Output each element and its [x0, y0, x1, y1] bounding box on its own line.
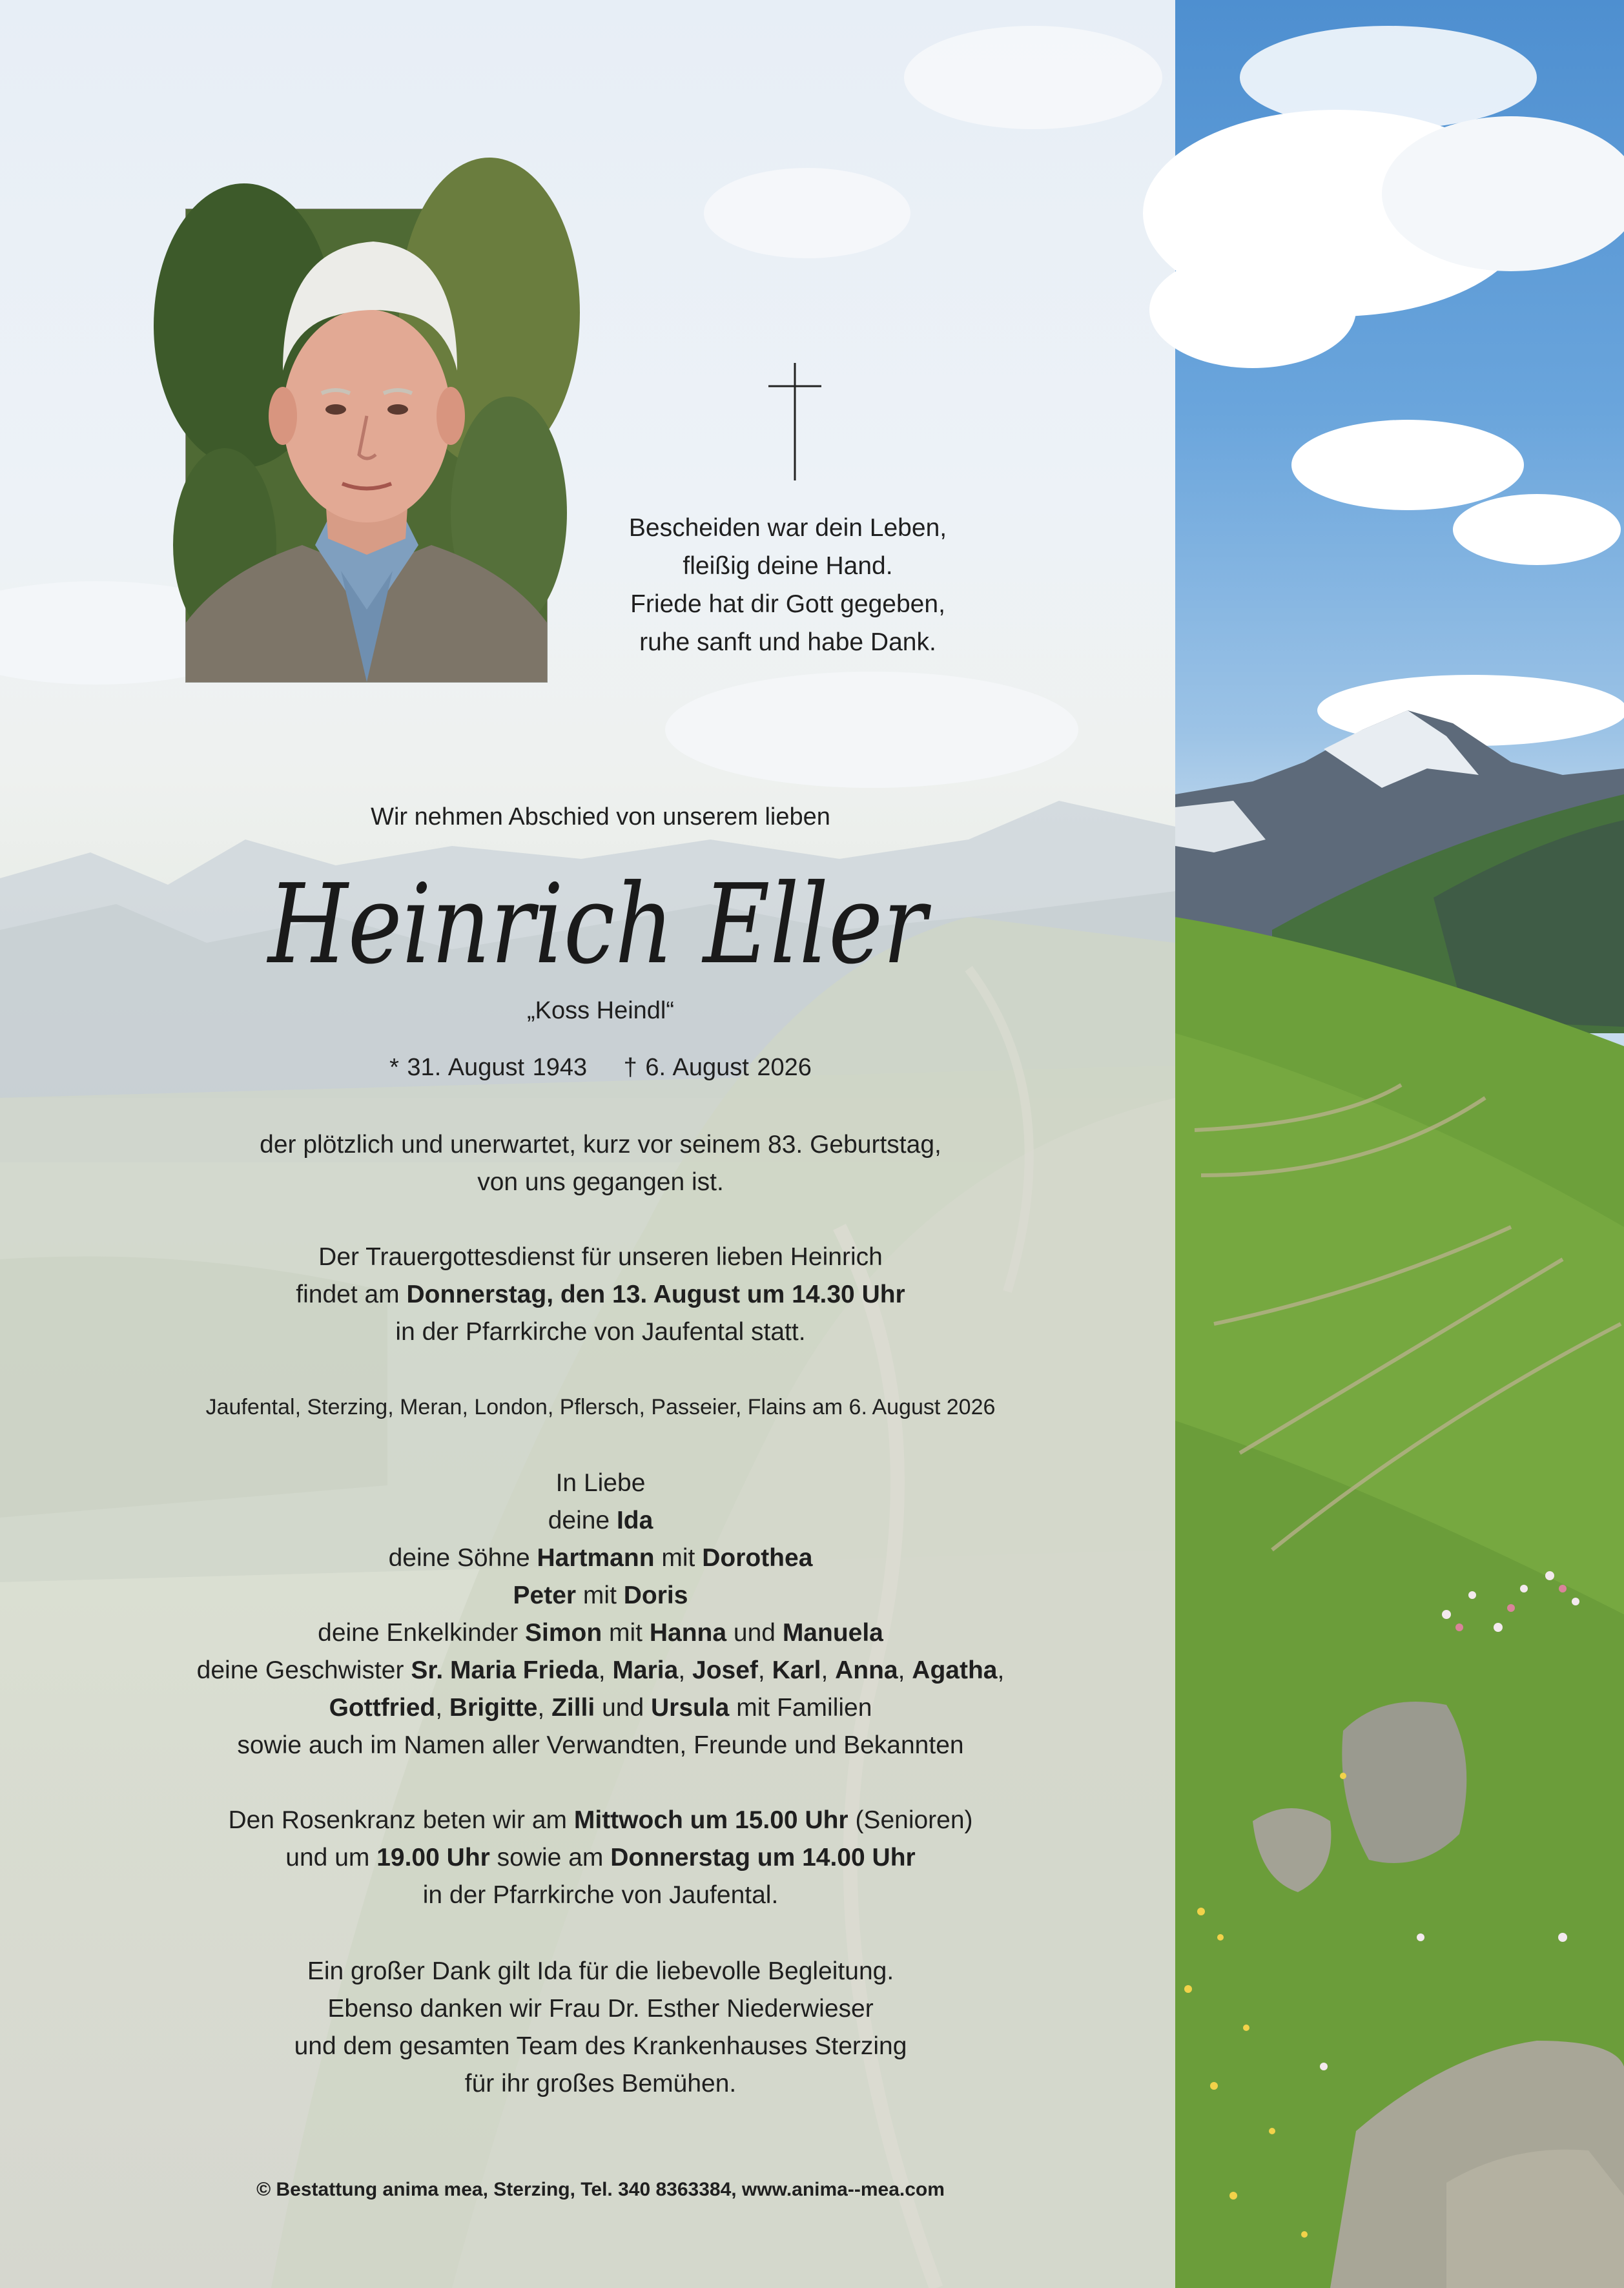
cross-icon	[768, 363, 821, 480]
mourner-line: sowie auch im Namen aller Verwandten, Freunde und Bekannten	[237, 1731, 964, 1759]
farewell-intro: Wir nehmen Abschied von unserem lieben	[371, 803, 830, 830]
mourner-name: Dorothea	[702, 1544, 813, 1572]
mourner-name: Anna	[835, 1656, 898, 1684]
life-dates	[310, 1054, 891, 1082]
thanks-line: Ebenso danken wir Frau Dr. Esther Niederwieser	[327, 1995, 874, 2023]
verse-line: ruhe sanft und habe Dank.	[639, 628, 936, 656]
mourner-name: Brigitte	[449, 1694, 538, 1722]
mourner-line: deine Söhne Hartmann mit Dorothea	[388, 1544, 813, 1572]
mourner-name: Peter	[513, 1582, 577, 1609]
mourner-name: Josef	[692, 1656, 758, 1684]
mourner-line: deine Ida	[548, 1507, 653, 1534]
thanks-text	[116, 1953, 1085, 2103]
passing-text	[116, 1126, 1085, 1201]
funeral-line: Der Trauergottesdienst für unseren lieben Heinrich	[318, 1243, 883, 1271]
verse-line: Bescheiden war dein Leben,	[628, 514, 947, 542]
death-date: † 6. August 2026	[623, 1054, 812, 1081]
mourner-name: Agatha	[912, 1656, 998, 1684]
mourner-line: Peter mit Doris	[513, 1582, 688, 1609]
portrait-photo	[185, 209, 548, 683]
portrait-image	[186, 209, 547, 682]
rosary-announcement	[116, 1802, 1085, 1914]
passing-line: von uns gegangen ist.	[477, 1168, 724, 1196]
thanks-line: und dem gesamten Team des Krankenhauses Sterzing	[294, 2032, 907, 2060]
rosary-time: 19.00 Uhr	[376, 1844, 490, 1871]
mourner-name: Karl	[772, 1656, 821, 1684]
rosary-time: Mittwoch um 15.00 Uhr	[573, 1806, 848, 1834]
rosary-line: und um 19.00 Uhr sowie am Donnerstag um 14.00 Uhr	[285, 1844, 916, 1871]
mourner-line: Gottfried, Brigitte, Zilli und Ursula mit Familien	[329, 1694, 872, 1722]
verse-line: Friede hat dir Gott gegeben,	[630, 590, 945, 618]
funeral-line: in der Pfarrkirche von Jaufental statt.	[395, 1318, 806, 1346]
mourner-name: Hartmann	[537, 1544, 655, 1572]
mountain-landscape-image	[1175, 0, 1624, 2288]
mourner-name: Gottfried	[329, 1694, 436, 1722]
rosary-time: Donnerstag um 14.00 Uhr	[610, 1844, 916, 1871]
verse-line: fleißig deine Hand.	[683, 552, 893, 580]
mourner-name: Simon	[525, 1619, 602, 1647]
thanks-line: Ein großer Dank gilt Ida für die liebevolle Begleitung.	[307, 1957, 894, 1985]
passing-line: der plötzlich und unerwartet, kurz vor seinem 83. Geburtstag,	[260, 1131, 941, 1159]
mourner-line: deine Geschwister Sr. Maria Frieda, Maria, Josef, Karl, Anna, Agatha,	[196, 1656, 1005, 1684]
mourner-name: Maria	[612, 1656, 679, 1684]
thanks-line: für ihr großes Bemühen.	[464, 2070, 737, 2097]
mourner-name: Zilli	[551, 1694, 595, 1722]
birth-date: * 31. August 1943	[389, 1054, 588, 1081]
mourner-line: deine Enkelkinder Simon mit Hanna und Manuela	[318, 1619, 883, 1647]
places-and-date: Jaufental, Sterzing, Meran, London, Pflersch, Passeier, Flains am 6. August 2026	[205, 1395, 996, 1419]
funeral-text: findet am	[296, 1281, 407, 1308]
deceased-name-text: Heinrich Eller	[266, 861, 932, 989]
rosary-line: in der Pfarrkirche von Jaufental.	[422, 1881, 779, 1909]
mourner-name: Sr. Maria Frieda	[411, 1656, 599, 1684]
deceased-name	[232, 852, 962, 1007]
in-liebe: In Liebe	[555, 1469, 646, 1497]
mourner-name: Manuela	[782, 1619, 883, 1647]
memorial-verse	[581, 509, 994, 661]
funeral-home-footer: © Bestattung anima mea, Sterzing, Tel. 340 8363384, www.anima--mea.com	[256, 2179, 945, 2200]
funeral-line	[116, 1276, 1085, 1314]
nickname: „Koss Heindl“	[526, 997, 675, 1024]
mourner-name: Doris	[623, 1582, 688, 1609]
mourners-list	[116, 1465, 1085, 1764]
mourner-name: Hanna	[649, 1619, 727, 1647]
mountain-landscape-photo	[1175, 0, 1624, 2288]
funeral-announcement	[116, 1239, 1085, 1351]
mourner-name: Ida	[616, 1507, 653, 1534]
mourner-name: Ursula	[650, 1694, 730, 1722]
funeral-datetime: Donnerstag, den 13. August um 14.30 Uhr	[406, 1281, 905, 1308]
rosary-line: Den Rosenkranz beten wir am Mittwoch um 15.00 Uhr (Senioren)	[228, 1806, 973, 1834]
